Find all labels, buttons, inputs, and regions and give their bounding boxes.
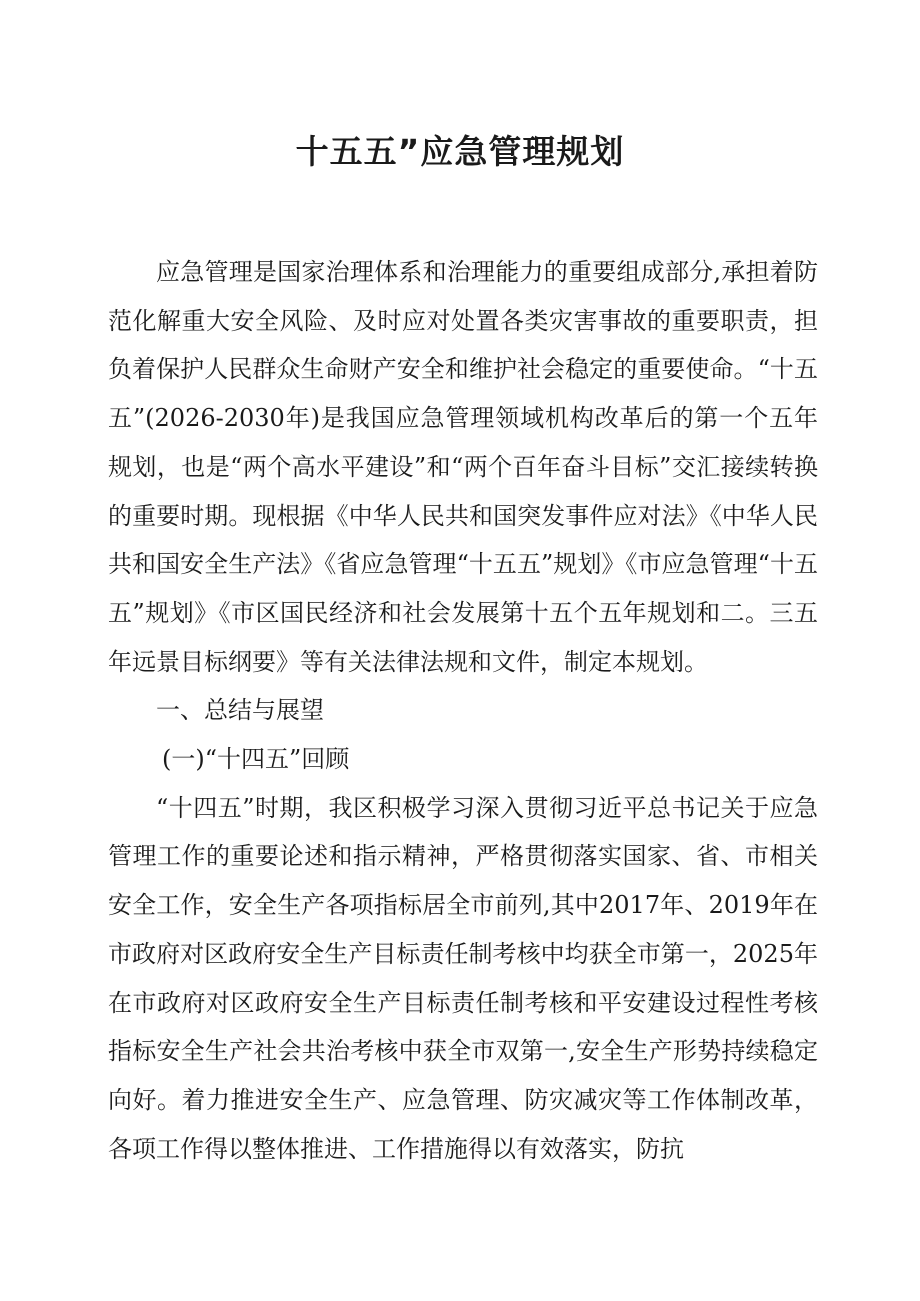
document-body [108,248,818,1173]
subsection-heading: (一)“十四五”回顾 [162,745,350,774]
section-heading: 一、总结与展望 [156,696,324,725]
body-paragraph-review: “十四五”时期，我区积极学习深入贯彻习近平总书记关于应急管理工作的重要论述和指示精神，严格贯彻落实国家、省、市相关安全工作，安全生产各项指标居全市前列,其中2017年、2019年在市政府对区政府安全生产目标责任制考核中均获全市第一，2025年在市政府对区政府安全生产目标责任制考核和平安建设过程性考核指标安全生产社会共治考核中获全市双第一,安全生产形势持续稳定向好。着力推进安全生产、应急管理、防灾减灾等工作体制改革，各项工作得以整体推进、工作措施得以有效落实，防抗 [108,793,818,1163]
document-title: 十五五”应急管理规划 [295,132,625,171]
body-paragraph-intro: 应急管理是国家治理体系和治理能力的重要组成部分,承担着防范化解重大安全风险、及时应对处置各类灾害事故的重要职责，担负着保护人民群众生命财产安全和维护社会稳定的重要使命。“十五五”(2026-2030年)是我国应急管理领域机构改革后的第一个五年规划，也是“两个高水平建设”和“两个百年奋斗目标”交汇接续转换的重要时期。现根据《中华人民共和国突发事件应对法》《中华人民共和国安全生产法》《省应急管理“十五五”规划》《市应急管理“十五五”规划》《市区国民经济和社会发展第十五个五年规划和二。三五年远景目标纲要》等有关法律法规和文件，制定本规划。 [108,258,818,676]
